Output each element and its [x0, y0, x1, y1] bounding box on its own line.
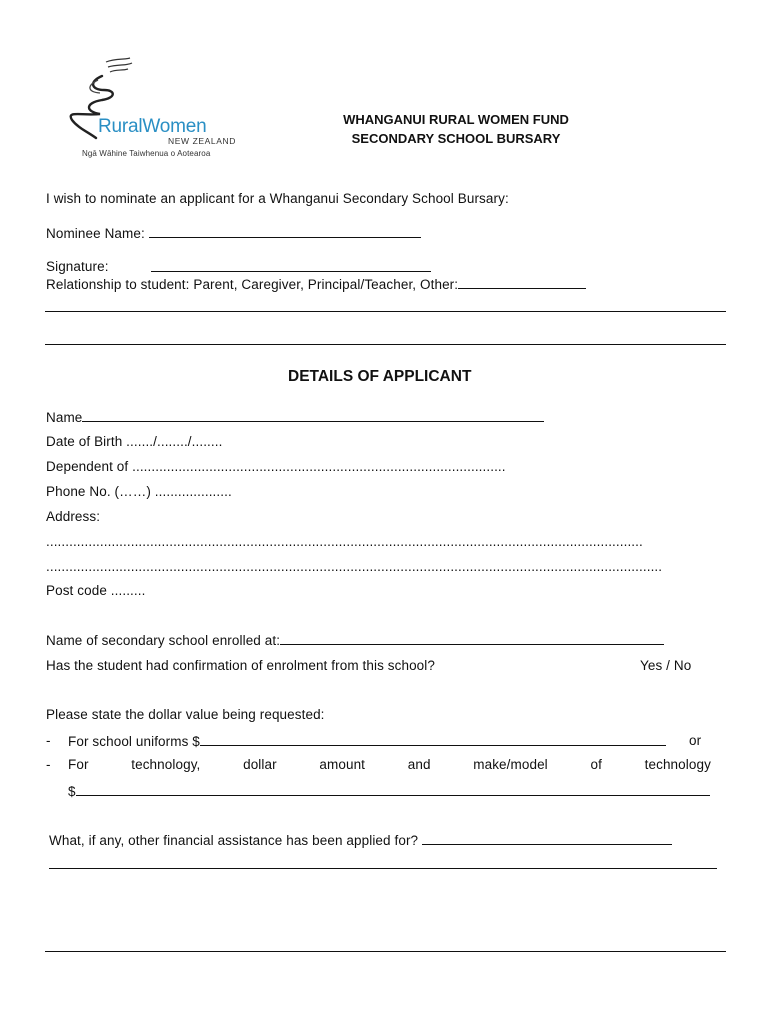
relationship-row	[46, 276, 586, 292]
logo-maori-name: Ngā Wāhine Taiwhenua o Aotearoa	[82, 149, 211, 158]
rural-women-logo	[58, 52, 240, 162]
school-row	[46, 632, 664, 648]
bullet: -	[46, 733, 51, 748]
assistance-field[interactable]	[422, 832, 672, 845]
bottom-divider-line	[45, 951, 726, 952]
confirmation-yes-no[interactable]: Yes / No	[640, 658, 692, 673]
logo-brand: RuralWomen	[98, 116, 207, 137]
technology-amount-field[interactable]	[76, 783, 710, 796]
tech-word: dollar	[243, 757, 277, 772]
phone-field[interactable]: Phone No. (……) ....................	[46, 484, 232, 499]
or-label: or	[689, 733, 702, 748]
section-title: DETAILS OF APPLICANT	[288, 368, 472, 385]
uniform-amount-field[interactable]	[200, 733, 666, 746]
tech-word: technology,	[131, 757, 201, 772]
uniform-label: For school uniforms $	[68, 734, 200, 749]
signature-label: Signature:	[46, 259, 109, 274]
nominee-row	[46, 225, 421, 241]
school-name-field[interactable]	[280, 632, 664, 645]
divider-line	[45, 311, 726, 312]
nomination-intro: I wish to nominate an applicant for a Whanganui Secondary School Bursary:	[46, 191, 509, 206]
signature-row	[151, 259, 431, 277]
relationship-other-field[interactable]	[458, 276, 586, 289]
logo-country: NEW ZEALAND	[168, 136, 236, 146]
applicant-name-field[interactable]	[82, 409, 544, 422]
tech-word: For	[68, 757, 89, 772]
name-label: Name	[46, 410, 83, 425]
name-row	[46, 409, 544, 425]
school-label: Name of secondary school enrolled at:	[46, 633, 281, 648]
tech-word: of	[590, 757, 602, 772]
assistance-row	[49, 832, 672, 848]
tech-dollar-label: $	[68, 784, 76, 799]
tech-word: amount	[319, 757, 366, 772]
dependent-field[interactable]: Dependent of .................................................................................................	[46, 459, 506, 474]
tech-dollar-row	[68, 783, 710, 799]
nominee-label: Nominee Name:	[46, 226, 149, 241]
relationship-label: Relationship to student: Parent, Caregiver, Principal/Teacher, Other:	[46, 277, 459, 292]
technology-line	[68, 757, 711, 772]
address-label: Address:	[46, 509, 101, 524]
form-title-line2: SECONDARY SCHOOL BURSARY	[351, 131, 561, 146]
address-line-2[interactable]: ................................................................................................................................................................	[46, 559, 663, 574]
address-line-1[interactable]: ...........................................................................................................................................................	[46, 534, 643, 549]
assistance-field-continued[interactable]	[49, 856, 717, 869]
assistance-line-2	[49, 856, 717, 874]
uniform-row	[68, 733, 666, 749]
dollar-prompt: Please state the dollar value being requested:	[46, 707, 325, 722]
dob-field[interactable]: Date of Birth ......./......../........	[46, 434, 223, 449]
tech-word: make/model	[473, 757, 548, 772]
postcode-field[interactable]: Post code .........	[46, 583, 146, 598]
form-title-line1: WHANGANUI RURAL WOMEN FUND	[343, 112, 569, 127]
bullet: -	[46, 757, 51, 772]
signature-field[interactable]	[151, 259, 431, 272]
tech-word: technology	[644, 757, 711, 772]
divider-line	[45, 344, 726, 345]
tech-word: and	[407, 757, 431, 772]
assistance-label: What, if any, other financial assistance has been applied for?	[49, 833, 423, 848]
confirmation-question: Has the student had confirmation of enrolment from this school?	[46, 658, 435, 673]
nominee-name-field[interactable]	[149, 225, 421, 238]
